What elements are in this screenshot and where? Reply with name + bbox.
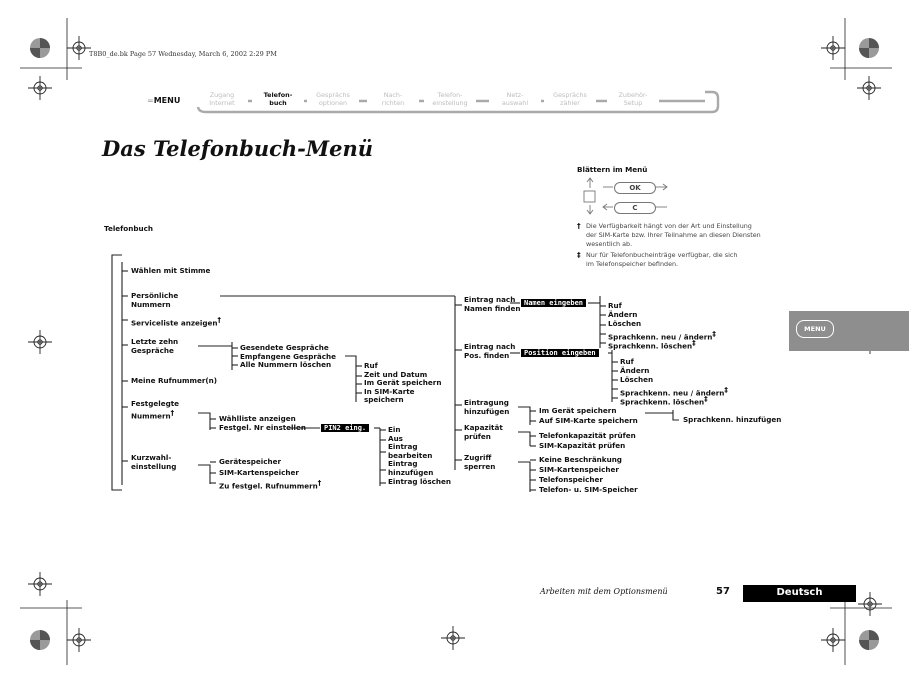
tree-node: Gerätespeicher	[219, 457, 282, 466]
footnote-mark: ‡	[724, 385, 728, 394]
menu-label: =MENU	[147, 96, 181, 105]
menu-tab-line: Zugang	[209, 91, 235, 99]
menu-tab[interactable]	[607, 92, 659, 107]
side-menu-icon: MENU	[796, 320, 834, 338]
tree-node: Eintrag löschen	[388, 476, 452, 486]
registration-mark-icon	[28, 572, 52, 596]
color-ball-icon	[30, 38, 50, 58]
tree-node: Sprachkenn. löschen‡	[620, 394, 708, 407]
footnote-text: Nur für Telefonbucheinträge verfügbar, die sich	[586, 251, 738, 259]
footnote-mark: ‡	[704, 394, 708, 403]
print-slug: T8B0_de.bk Page 57 Wednesday, March 6, 2002 2:29 PM	[89, 50, 277, 58]
menu-tab-line: Netz-	[506, 91, 524, 99]
menu-tab-line: buch	[269, 98, 287, 107]
tree-node: Zu festgel. Rufnummern†	[219, 479, 322, 491]
tree-node: Im Gerät speichern	[364, 378, 442, 388]
footnote-mark: †	[317, 479, 322, 487]
tree-node: bearbeiten	[388, 450, 433, 460]
tree-node: Zugriff	[464, 453, 492, 462]
menu-tab[interactable]	[196, 92, 248, 107]
menu-tab-line: Internet	[209, 98, 235, 107]
tree-node: prüfen	[464, 432, 491, 441]
menu-tab[interactable]	[544, 92, 596, 107]
footnote-mark: ‡	[712, 329, 716, 338]
tree-node: Eintrag	[388, 442, 418, 452]
name-input-box: Namen eingeben	[521, 299, 586, 307]
footnote-text: im Telefonspeicher befinden.	[586, 260, 679, 268]
registration-mark-icon	[28, 76, 52, 100]
menu-tab-line: Telefon-	[437, 91, 463, 99]
page-number: 57	[716, 586, 730, 597]
tree-node: SIM-Kartenspeicher	[539, 465, 619, 474]
tree-node: Im Gerät speichern	[539, 406, 617, 415]
tree-node: speichern	[364, 395, 404, 405]
menu-tab-line: zähler	[560, 98, 580, 107]
tree-node: Gesendete Gespräche	[240, 343, 329, 352]
tree-node: Wählliste anzeigen	[219, 414, 296, 423]
tree-node: Keine Beschränkung	[539, 455, 622, 464]
footnote-text: Die Verfügbarkeit hängt von der Art und Einstellung	[586, 222, 752, 230]
position-input-box: Position eingeben	[521, 349, 599, 357]
tree-node: Alle Nummern löschen	[240, 360, 332, 370]
tree-node: Ruf	[608, 301, 622, 310]
tree-node: Kapazität	[464, 423, 503, 432]
color-ball-icon	[859, 630, 879, 650]
tree-node: Ruf	[364, 361, 378, 370]
registration-mark-icon	[28, 330, 52, 354]
tree-node: Gespräche	[131, 346, 174, 355]
menu-tab[interactable]	[307, 92, 359, 107]
tree-node: hinzufügen	[464, 407, 510, 416]
tree-node: Aus	[388, 433, 403, 443]
menu-tab-line: Nach-	[383, 91, 403, 99]
tree-node: sperren	[464, 462, 496, 471]
tree-node: Festgel. Nr einstellen	[219, 423, 306, 432]
tree-node: Serviceliste anzeigen†	[131, 316, 222, 328]
menu-tab-line: einstellung	[432, 98, 468, 107]
menu-tab-line: Gesprächs	[316, 91, 350, 99]
footnote-text: der SIM-Karte bzw. Ihrer Teilnahme an diesen Diensten	[586, 231, 761, 239]
footer-language: Deutsch	[776, 587, 823, 598]
menu-tab[interactable]	[252, 92, 304, 107]
footnote-mark: †	[217, 316, 222, 324]
tree-node: Wählen mit Stimme	[131, 266, 211, 275]
tree-node: SIM-Kartenspeicher	[219, 467, 299, 477]
tree-node: Kurzwahl-	[131, 453, 172, 462]
tree-node: Ändern	[620, 366, 650, 376]
legend-title: Blättern im Menü	[577, 165, 648, 174]
tree-node: Pos. finden	[464, 351, 510, 360]
tree-node: Festgelegte	[131, 399, 180, 408]
ok-key-icon: OK	[614, 182, 656, 194]
tree-node: Eintrag	[388, 459, 418, 469]
tree-node: Meine Rufnummer(n)	[131, 376, 218, 385]
c-key-icon: C	[614, 202, 656, 214]
registration-mark-icon	[441, 626, 465, 650]
tree-node: SIM-Kapazität prüfen	[539, 441, 626, 450]
footnote-text: wesentlich ab.	[586, 240, 633, 248]
page-title: Das Telefonbuch-Menü	[102, 136, 374, 161]
tree-node: Nummern†	[131, 409, 175, 421]
registration-mark-icon	[857, 76, 881, 100]
menu-tab-line: Zubehör-	[618, 91, 648, 99]
tree-node: Löschen	[608, 319, 642, 329]
tree-node: Eintrag nach	[464, 342, 516, 351]
registration-mark-icon	[821, 628, 845, 652]
menu-tab-line: optionen	[318, 98, 348, 107]
tree-node: Ein	[388, 425, 401, 434]
footnote-mark: †	[170, 409, 175, 417]
color-ball-icon	[859, 38, 879, 58]
menu-tab[interactable]	[489, 92, 541, 107]
menu-tab-line: Telefon-	[263, 91, 293, 99]
tree-node: Nummern	[131, 300, 171, 309]
tree-node: Telefonkapazität prüfen	[539, 431, 636, 440]
tree-node: Eintragung	[464, 398, 509, 407]
tree-node: Sprachkenn. neu / ändern‡	[608, 329, 716, 341]
tree-node: Persönliche	[131, 291, 179, 300]
tree-root: Telefonbuch	[104, 224, 153, 233]
tree-node: Letzte zehn	[131, 337, 179, 346]
tree-node: Löschen	[620, 375, 654, 385]
color-ball-icon	[30, 630, 50, 650]
footnote-mark: ‡	[577, 250, 581, 259]
tree-node: Telefonspeicher	[539, 475, 603, 484]
tree-node: Empfangene Gespräche	[240, 351, 336, 361]
tree-node: Ruf	[620, 357, 634, 366]
tree-node: Ändern	[608, 310, 638, 320]
tree-node: Sprachkenn. hinzufügen	[683, 415, 782, 424]
menu-tab-line: Gesprächs	[553, 91, 587, 99]
footer-section: Arbeiten mit dem Optionsmenü	[540, 587, 668, 596]
tree-node: Sprachkenn. löschen‡	[608, 338, 696, 351]
tree-node: Sprachkenn. neu / ändern‡	[620, 385, 728, 397]
registration-mark-icon	[67, 628, 91, 652]
registration-mark-icon	[821, 36, 845, 60]
footnote-mark: †	[577, 221, 581, 230]
tree-node: hinzufügen	[388, 468, 434, 477]
menu-tab-line: auswahl	[501, 98, 529, 107]
registration-mark-icon	[858, 592, 882, 616]
menu-tab[interactable]	[367, 92, 419, 107]
menu-tab-line: richten	[381, 98, 405, 107]
footnote-mark: ‡	[692, 338, 696, 347]
tree-node: Namen finden	[464, 304, 521, 313]
registration-mark-icon	[67, 36, 91, 60]
tree-node: Auf SIM-Karte speichern	[539, 416, 638, 425]
tree-node: In SIM-Karte	[364, 386, 415, 396]
tree-node: einstellung	[131, 462, 177, 471]
menu-tab[interactable]	[424, 92, 476, 107]
pin2-input-box: PIN2 eing.	[321, 424, 369, 432]
tree-node: Zeit und Datum	[364, 369, 428, 379]
tree-node: Eintrag nach	[464, 295, 516, 304]
menu-tab-line: Setup	[623, 98, 643, 107]
tree-node: Telefon- u. SIM-Speicher	[539, 485, 638, 494]
